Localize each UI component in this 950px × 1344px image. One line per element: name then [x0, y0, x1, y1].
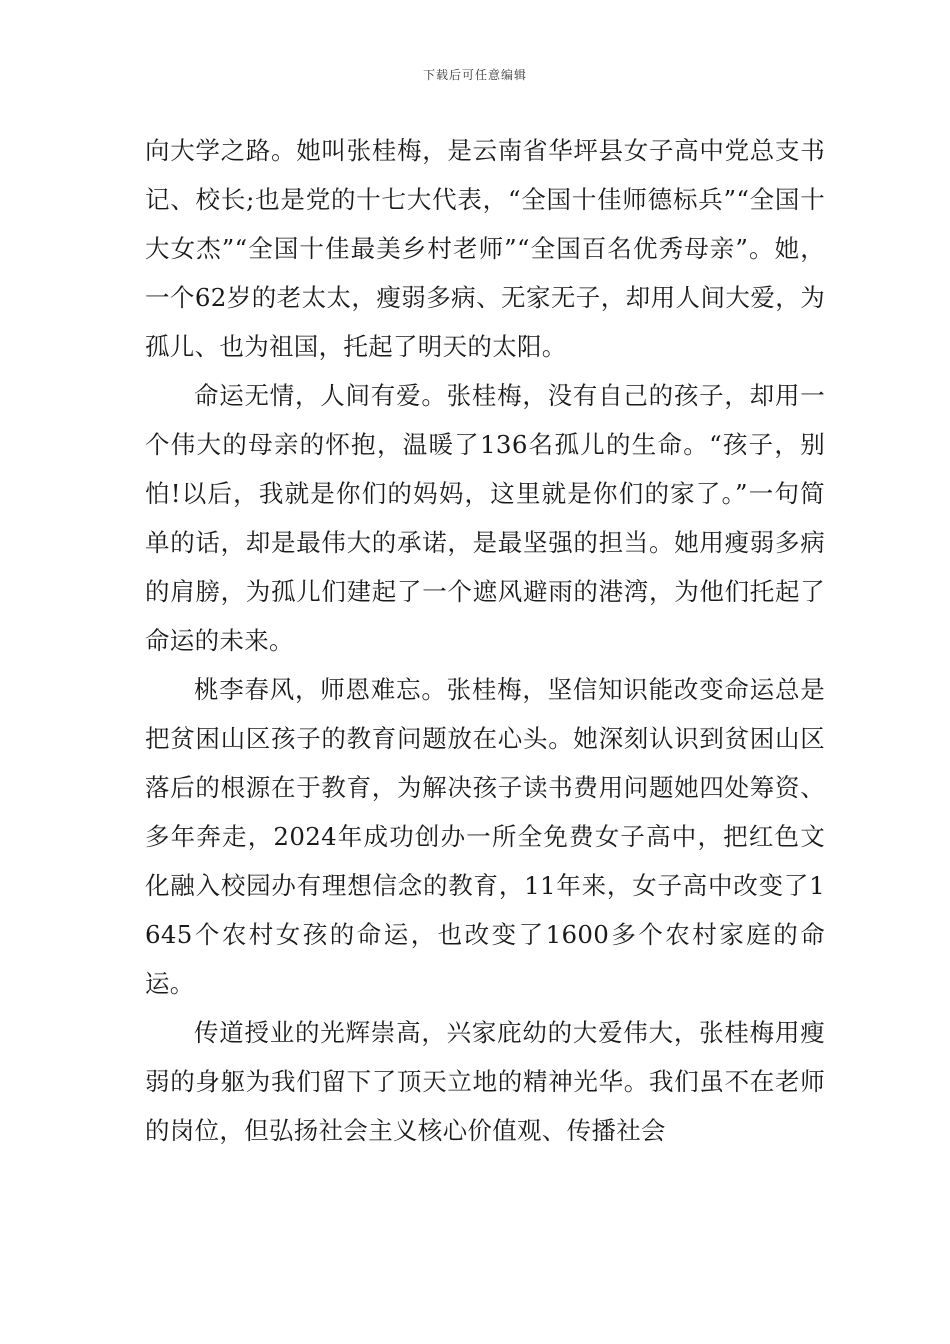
- paragraph-noble-spirit: 传道授业的光辉崇高，兴家庇幼的大爱伟大，张桂梅用瘦弱的身躯为我们留下了顶天立地的精神光华。我们虽不在老师的岗位，但弘扬社会主义核心价值观、传播社会: [145, 1018, 825, 1145]
- paragraph-fate-and-love: 命运无情，人间有爱。张桂梅，没有自己的孩子，却用一个伟大的母亲的怀抱，温暖了136名孤儿的生命。“孩子，别怕!以后，我就是你们的妈妈，这里就是你们的家了。”一句简单的话，却是最伟大的承诺，是最坚强的担当。她用瘦弱多病的肩膀，为孤儿们建起了一个遮风避雨的港湾，为他们托起了命运的未来。: [145, 381, 825, 655]
- document-body: [145, 126, 825, 1155]
- page-header-note: 下载后可任意编辑: [422, 68, 527, 82]
- paragraph-teacher-gratitude: 桃李春风，师恩难忘。张桂梅，坚信知识能改变命运总是把贫困山区孩子的教育问题放在心头。她深刻认识到贫困山区落后的根源在于教育，为解决孩子读书费用问题她四处筹资、多年奔走，2024年成功创办一所全免费女子高中，把红色文化融入校园办有理想信念的教育，11年来，女子高中改变了1645个农村女孩的命运，也改变了1600多个农村家庭的命运。: [145, 675, 825, 998]
- paragraph-continuation: 向大学之路。她叫张桂梅，是云南省华坪县女子高中党总支书记、校长;也是党的十七大代表，“全国十佳师德标兵”“全国十大女杰”“全国十佳最美乡村老师”“全国百名优秀母亲”。她，一个62岁的老太太，瘦弱多病、无家无子，却用人间大爱，为孤儿、也为祖国，托起了明天的太阳。: [145, 136, 825, 361]
